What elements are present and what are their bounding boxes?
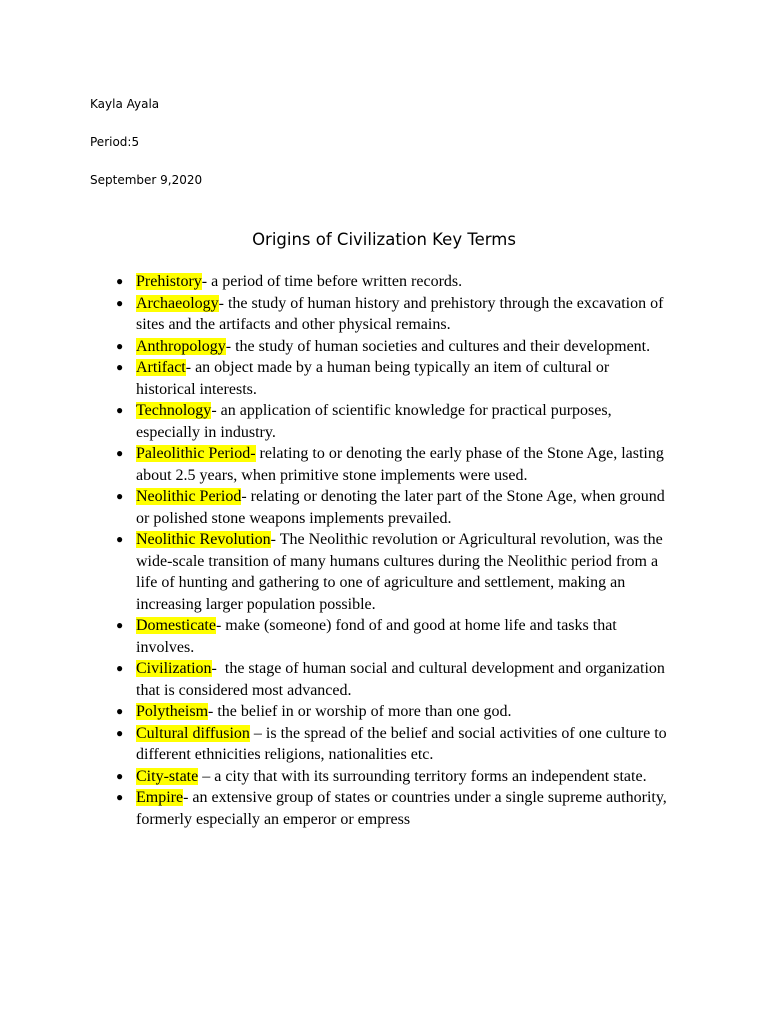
term-word: Civilization [136,660,212,677]
term-definition: – is the spread of the belief and social activities of one culture to different ethnicities religions, nationalities etc. [136,724,671,763]
bullet-icon: ● [116,360,124,374]
term-word: Archaeology [136,294,219,312]
class-period: Period:5 [90,135,140,149]
term-definition: – a city that with its surrounding territory forms an independent state. [198,767,647,785]
list-item [108,529,668,615]
term-definition: - a period of time before written records. [201,273,463,290]
term-word: Prehistory [136,273,202,290]
term-definition: - relating or denoting the later part of the Stone Age, when ground or polished stone weapons implements prevailed. [136,488,669,527]
bullet-icon: ● [116,489,124,503]
bullet-icon: ● [116,661,124,675]
bullet-icon: ● [116,618,124,632]
term-definition: - make (someone) fond of and good at home life and tasks that involves. [136,617,621,656]
list-item [108,787,671,830]
list-item [108,723,671,766]
term-word: City-state [136,767,199,785]
term-definition: - The Neolithic revolution or Agricultural revolution, was the wide-scale transition of many humans cultures during the Neolithic period from a life of hunting and gathering to one of agriculture and settlement, making an increasing larger population possible. [136,531,667,613]
term-word: Empire [136,789,184,806]
bullet-icon: ● [116,446,124,460]
term-word: Domesticate [136,617,216,634]
list-item [108,293,668,336]
author-name: Kayla Ayala [90,97,160,111]
term-word: Polytheism [136,703,209,720]
document-date: September 9,2020 [90,173,203,187]
term-word: Anthropology [136,337,226,355]
term-word: Artifact [136,359,186,376]
term-definition: - an object made by a human being typically an item of cultural or historical interests. [136,359,614,398]
term-definition: - the belief in or worship of more than one god. [208,703,512,720]
list-item [108,400,668,443]
bullet-icon: ● [116,725,124,740]
bullet-icon: ● [116,790,124,804]
list-item [108,443,668,486]
term-definition: - the stage of human social and cultural development and organization that is considered most advanced. [136,660,669,699]
page-title: Origins of Civilization Key Terms [252,230,516,249]
term-word: Technology [136,402,212,419]
list-item [108,658,668,701]
term-definition: - an extensive group of states or countries under a single supreme authority, formerly especially an emperor or empress [136,789,671,828]
list-item [108,336,668,358]
term-word: Cultural diffusion [136,724,250,742]
list-item [108,766,668,788]
term-definition: - the study of human societies and cultures and their development. [225,337,651,355]
bullet-icon: ● [116,403,124,417]
list-item [108,486,668,529]
bullet-icon: ● [116,274,124,288]
list-item [108,357,668,400]
bullet-icon: ● [116,768,124,783]
bullet-icon: ● [116,338,124,353]
list-item [108,615,668,658]
key-terms-list [108,271,671,830]
bullet-icon: ● [116,704,124,718]
list-item [108,701,668,723]
term-definition: - an application of scientific knowledge for practical purposes, especially in industry. [136,402,616,441]
term-word: Neolithic Revolution [136,531,271,548]
bullet-icon: ● [116,532,124,546]
term-word: Neolithic Period [136,488,242,505]
term-definition: - the study of human history and prehistory through the excavation of sites and the artifacts and other physical remains. [136,294,668,333]
list-item [108,271,668,293]
bullet-icon: ● [116,295,124,310]
term-word: Paleolithic Period- [136,445,256,462]
term-definition: relating to or denoting the early phase of the Stone Age, lasting about 2.5 years, when primitive stone implements were used. [136,445,668,484]
